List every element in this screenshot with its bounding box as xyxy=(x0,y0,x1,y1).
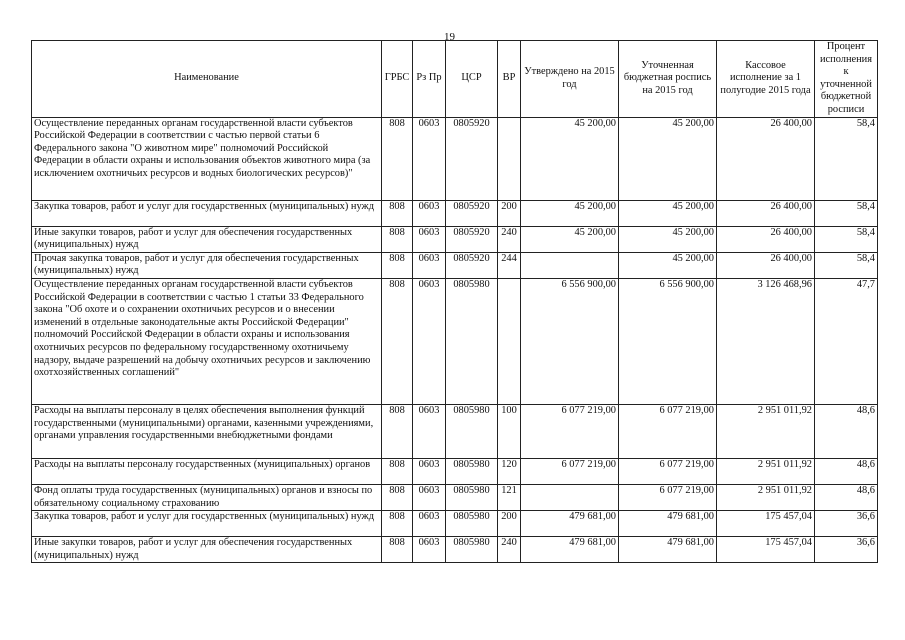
cell-rzpr: 0603 xyxy=(413,278,446,404)
cell-approved xyxy=(521,252,619,278)
cell-rzpr: 0603 xyxy=(413,226,446,252)
table-row xyxy=(32,278,878,404)
cell-approved: 6 077 219,00 xyxy=(521,458,619,484)
cell-percent: 36,6 xyxy=(815,537,878,563)
cell-refined: 6 556 900,00 xyxy=(619,278,717,404)
cell-vr xyxy=(498,278,521,404)
cell-percent: 58,4 xyxy=(815,117,878,200)
cell-cash: 175 457,04 xyxy=(717,511,815,537)
page-number: 19 xyxy=(444,31,455,43)
table-row xyxy=(32,117,878,200)
cell-cash: 26 400,00 xyxy=(717,226,815,252)
cell-approved: 45 200,00 xyxy=(521,226,619,252)
cell-approved xyxy=(521,484,619,510)
cell-rzpr: 0603 xyxy=(413,458,446,484)
cell-approved: 45 200,00 xyxy=(521,200,619,226)
cell-vr: 240 xyxy=(498,537,521,563)
cell-approved: 6 556 900,00 xyxy=(521,278,619,404)
cell-csr: 0805980 xyxy=(446,458,498,484)
cell-name: Закупка товаров, работ и услуг для государственных (муниципальных) нужд xyxy=(32,511,382,537)
cell-csr: 0805920 xyxy=(446,117,498,200)
cell-vr xyxy=(498,117,521,200)
cell-refined: 45 200,00 xyxy=(619,226,717,252)
cell-percent: 48,6 xyxy=(815,458,878,484)
cell-percent: 36,6 xyxy=(815,511,878,537)
cell-name: Осуществление переданных органам государственной власти субъектов Российской Федерации в соответствии с частью 1 статьи 33 Федерального закона "Об охоте и о сохранении охотничьих ресурсов и о внесении изменений в отдельные законодательные акты Российской Федерации" полномочий Российской Федерации в области охраны и использования охотничьих ресурсов по федеральному государственному охотничьему надзору, выдаче разрешений на добычу охотничьих ресурсов и заключению охотхозяйственных соглашений" xyxy=(32,278,382,404)
cell-grbs: 808 xyxy=(382,200,413,226)
cell-vr: 100 xyxy=(498,404,521,458)
cell-csr: 0805920 xyxy=(446,226,498,252)
cell-percent: 58,4 xyxy=(815,226,878,252)
cell-grbs: 808 xyxy=(382,226,413,252)
cell-vr: 200 xyxy=(498,200,521,226)
cell-refined: 45 200,00 xyxy=(619,252,717,278)
cell-refined: 6 077 219,00 xyxy=(619,458,717,484)
cell-name: Закупка товаров, работ и услуг для государственных (муниципальных) нужд xyxy=(32,200,382,226)
table-row xyxy=(32,252,878,278)
cell-refined: 45 200,00 xyxy=(619,117,717,200)
cell-rzpr: 0603 xyxy=(413,404,446,458)
cell-rzpr: 0603 xyxy=(413,484,446,510)
cell-rzpr: 0603 xyxy=(413,511,446,537)
header-refined: Уточненная бюджетная роспись на 2015 год xyxy=(619,41,717,118)
cell-csr: 0805980 xyxy=(446,404,498,458)
cell-percent: 58,4 xyxy=(815,200,878,226)
cell-csr: 0805980 xyxy=(446,537,498,563)
table-row xyxy=(32,226,878,252)
table-row xyxy=(32,200,878,226)
cell-cash: 2 951 011,92 xyxy=(717,404,815,458)
header-grbs: ГРБС xyxy=(382,41,413,118)
cell-cash: 2 951 011,92 xyxy=(717,458,815,484)
budget-table xyxy=(31,40,878,563)
cell-approved: 6 077 219,00 xyxy=(521,404,619,458)
cell-rzpr: 0603 xyxy=(413,537,446,563)
header-row xyxy=(32,41,878,118)
cell-name: Иные закупки товаров, работ и услуг для обеспечения государственных (муниципальных) нужд xyxy=(32,226,382,252)
cell-grbs: 808 xyxy=(382,117,413,200)
cell-grbs: 808 xyxy=(382,278,413,404)
cell-grbs: 808 xyxy=(382,484,413,510)
cell-rzpr: 0603 xyxy=(413,117,446,200)
cell-name: Фонд оплаты труда государственных (муниципальных) органов и взносы по обязательному социальному страхованию xyxy=(32,484,382,510)
table-row xyxy=(32,537,878,563)
cell-percent: 47,7 xyxy=(815,278,878,404)
table-row xyxy=(32,511,878,537)
cell-approved: 479 681,00 xyxy=(521,511,619,537)
cell-cash: 26 400,00 xyxy=(717,200,815,226)
cell-approved: 45 200,00 xyxy=(521,117,619,200)
cell-rzpr: 0603 xyxy=(413,200,446,226)
table-row xyxy=(32,458,878,484)
header-name: Наименование xyxy=(32,41,382,118)
header-vr: ВР xyxy=(498,41,521,118)
cell-name: Расходы на выплаты персоналу в целях обеспечения выполнения функций государственными (муниципальными) органами, казенными учреждениями, органами управления государственными внебюджетными фондами xyxy=(32,404,382,458)
cell-vr: 240 xyxy=(498,226,521,252)
header-approved: Утверждено на 2015 год xyxy=(521,41,619,118)
cell-percent: 58,4 xyxy=(815,252,878,278)
header-csr: ЦСР xyxy=(446,41,498,118)
cell-grbs: 808 xyxy=(382,537,413,563)
cell-name: Иные закупки товаров, работ и услуг для обеспечения государственных (муниципальных) нужд xyxy=(32,537,382,563)
cell-csr: 0805920 xyxy=(446,200,498,226)
cell-name: Прочая закупка товаров, работ и услуг для обеспечения государственных (муниципальных) нужд xyxy=(32,252,382,278)
table-row xyxy=(32,484,878,510)
cell-percent: 48,6 xyxy=(815,404,878,458)
cell-approved: 479 681,00 xyxy=(521,537,619,563)
cell-name: Осуществление переданных органам государственной власти субъектов Российской Федерации в соответствии с частью первой статьи 6 Федерального закона "О животном мире" полномочий Российской Федерации в области охраны и использования объектов животного мира (за исключением охотничьих ресурсов и водных биологических ресурсов)" xyxy=(32,117,382,200)
cell-refined: 45 200,00 xyxy=(619,200,717,226)
cell-name: Расходы на выплаты персоналу государственных (муниципальных) органов xyxy=(32,458,382,484)
cell-refined: 479 681,00 xyxy=(619,537,717,563)
cell-refined: 6 077 219,00 xyxy=(619,484,717,510)
cell-vr: 120 xyxy=(498,458,521,484)
header-rzpr: Рз Пр xyxy=(413,41,446,118)
cell-vr: 121 xyxy=(498,484,521,510)
cell-cash: 2 951 011,92 xyxy=(717,484,815,510)
cell-csr: 0805980 xyxy=(446,511,498,537)
cell-csr: 0805980 xyxy=(446,278,498,404)
header-percent: Процент исполнения к уточненной бюджетной росписи xyxy=(815,41,878,118)
cell-grbs: 808 xyxy=(382,511,413,537)
cell-grbs: 808 xyxy=(382,458,413,484)
cell-cash: 175 457,04 xyxy=(717,537,815,563)
cell-vr: 200 xyxy=(498,511,521,537)
cell-percent: 48,6 xyxy=(815,484,878,510)
cell-grbs: 808 xyxy=(382,252,413,278)
cell-cash: 3 126 468,96 xyxy=(717,278,815,404)
cell-cash: 26 400,00 xyxy=(717,117,815,200)
cell-refined: 479 681,00 xyxy=(619,511,717,537)
header-cash: Кассовое исполнение за 1 полугодие 2015 года xyxy=(717,41,815,118)
cell-csr: 0805980 xyxy=(446,484,498,510)
cell-grbs: 808 xyxy=(382,404,413,458)
cell-csr: 0805920 xyxy=(446,252,498,278)
cell-cash: 26 400,00 xyxy=(717,252,815,278)
cell-rzpr: 0603 xyxy=(413,252,446,278)
table-row xyxy=(32,404,878,458)
cell-refined: 6 077 219,00 xyxy=(619,404,717,458)
cell-vr: 244 xyxy=(498,252,521,278)
